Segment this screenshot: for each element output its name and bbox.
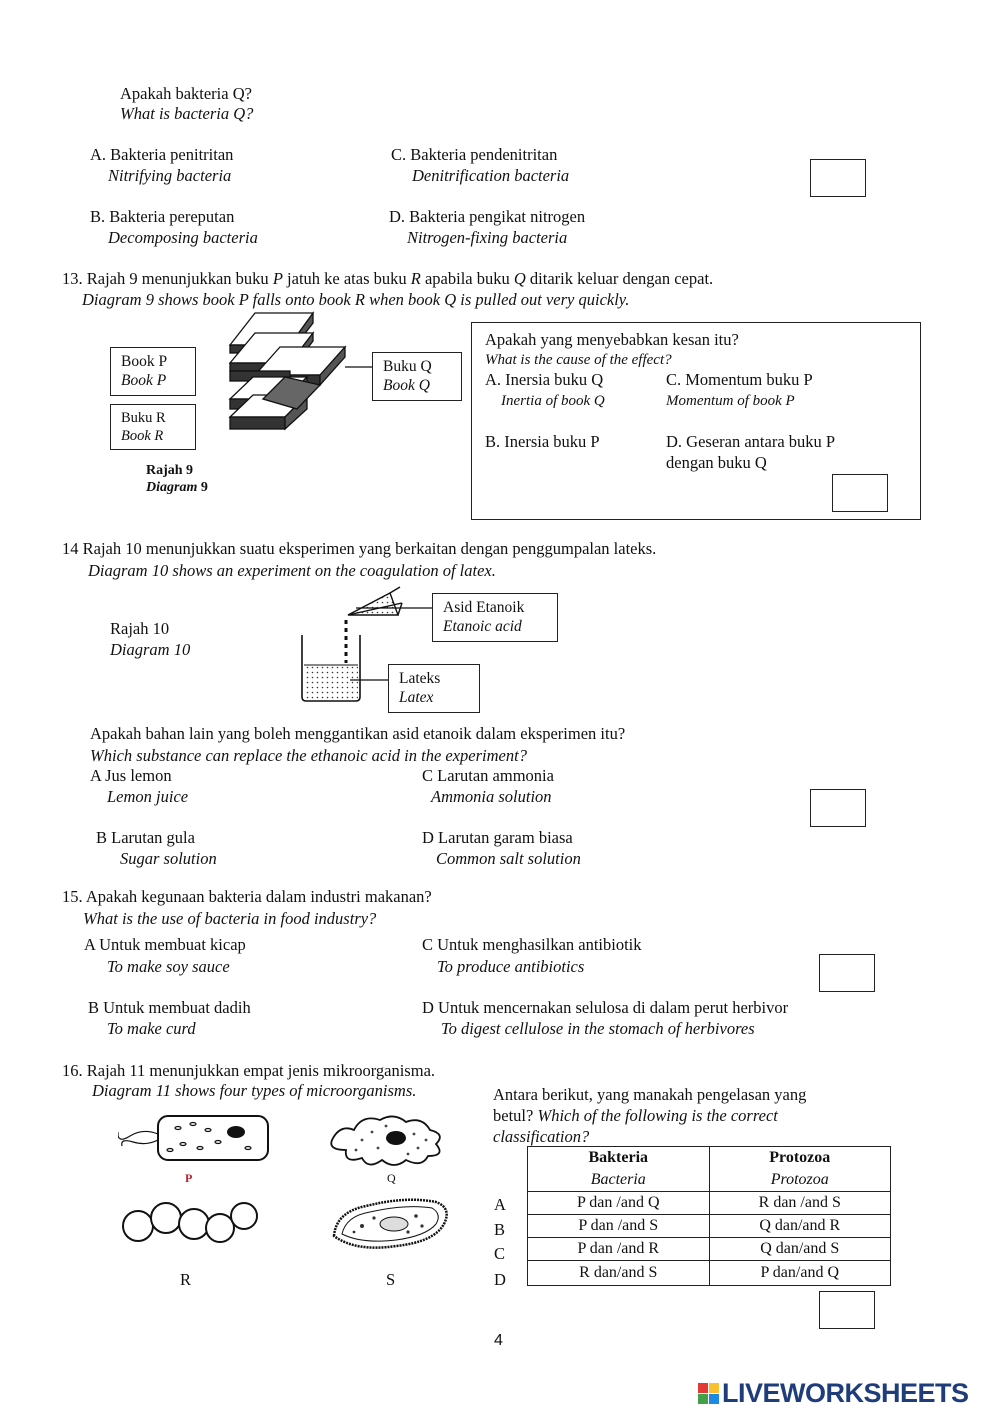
- label-book-q: Buku Q Book Q: [372, 352, 462, 401]
- q14-option-d-en: Common salt solution: [436, 849, 581, 868]
- microorganism-p-illustration: [118, 1110, 278, 1170]
- page-number: 4: [494, 1332, 503, 1349]
- q13-option-c-ms: C. Momentum buku P: [666, 370, 813, 389]
- q16-opt-b: B: [494, 1220, 506, 1239]
- q16-question-line-1: Antara berikut, yang manakah pengelasan yang: [493, 1085, 807, 1104]
- q15-stem-en: What is the use of bacteria in food industry?: [83, 909, 377, 928]
- liveworksheets-logo-icon: [698, 1383, 720, 1405]
- q13-caption-en: Diagram 9: [146, 480, 208, 495]
- q12-option-d-en: Nitrogen-fixing bacteria: [407, 228, 568, 247]
- q16-question-line-2: betul? Which of the following is the correct: [493, 1106, 778, 1125]
- q16-stem-ms: 16. Rajah 11 menunjukkan empat jenis mikroorganisma.: [62, 1061, 436, 1080]
- q16-answer-box[interactable]: [819, 1291, 875, 1329]
- q15-option-b-en: To make curd: [107, 1019, 196, 1038]
- q15-option-c-en: To produce antibiotics: [437, 957, 585, 976]
- q12-option-d-ms: D. Bakteria pengikat nitrogen: [389, 207, 586, 226]
- q14-answer-box[interactable]: [810, 789, 866, 827]
- q13-option-d-ms-2: dengan buku Q: [666, 453, 767, 472]
- q12-option-b-ms: B. Bakteria pereputan: [90, 207, 235, 226]
- q13-option-a-en: Inertia of book Q: [501, 393, 605, 409]
- label-s: S: [386, 1270, 396, 1289]
- table-row: [528, 1215, 891, 1238]
- row-a-protozoa: R dan /and S: [709, 1192, 891, 1215]
- q12-option-c-ms: C. Bakteria pendenitritan: [391, 145, 558, 164]
- row-d-protozoa: P dan/and Q: [709, 1261, 891, 1286]
- row-d-bacteria: R dan/and S: [528, 1261, 710, 1286]
- q13-option-a-ms: A. Inersia buku Q: [485, 370, 604, 389]
- row-a-bacteria: P dan /and Q: [528, 1192, 710, 1215]
- q15-option-d-en: To digest cellulose in the stomach of herbivores: [441, 1019, 755, 1038]
- label-p: P: [185, 1171, 193, 1185]
- label-ethanoic-acid: Asid Etanoik Etanoic acid: [432, 593, 558, 642]
- microorganism-s-illustration: [326, 1192, 456, 1254]
- q12-stem-en: What is bacteria Q?: [120, 104, 254, 123]
- table-row: [528, 1238, 891, 1261]
- label-book-r: Buku R Book R: [110, 404, 196, 450]
- microorganism-r-illustration: [118, 1198, 268, 1246]
- row-c-bacteria: P dan /and R: [528, 1238, 710, 1261]
- q14-option-b-en: Sugar solution: [120, 849, 217, 868]
- q14-option-c-ms: C Larutan ammonia: [422, 766, 554, 785]
- label-latex: Lateks Latex: [388, 664, 480, 713]
- q14-caption-en: Diagram 10: [110, 640, 191, 659]
- q16-question-line-3: classification?: [493, 1127, 590, 1146]
- q14-option-b-ms: B Larutan gula: [96, 828, 195, 847]
- q15-option-a-ms: A Untuk membuat kicap: [84, 935, 246, 954]
- q13-stem-en: Diagram 9 shows book P falls onto book R when book Q is pulled out very quickly.: [82, 290, 630, 309]
- q14-question-ms: Apakah bahan lain yang boleh menggantikan asid etanoik dalam eksperimen itu?: [90, 724, 626, 743]
- q16-classification-table: [527, 1146, 891, 1286]
- q14-option-d-ms: D Larutan garam biasa: [422, 828, 573, 847]
- table-header-row: [528, 1147, 891, 1170]
- q13-answer-box[interactable]: [832, 474, 888, 512]
- table-row: [528, 1192, 891, 1215]
- q13-option-c-en: Momentum of book P: [666, 393, 795, 409]
- header-bacteria-en: Bacteria: [528, 1169, 710, 1192]
- label-book-p: Book P Book P: [110, 347, 196, 396]
- row-b-protozoa: Q dan/and R: [709, 1215, 891, 1238]
- acid-container: [348, 593, 398, 615]
- q12-option-a-en: Nitrifying bacteria: [108, 166, 232, 185]
- q13-question-ms: Apakah yang menyebabkan kesan itu?: [485, 330, 739, 349]
- label-q: Q: [387, 1171, 396, 1185]
- q14-option-c-en: Ammonia solution: [431, 787, 552, 806]
- q15-option-a-en: To make soy sauce: [107, 957, 230, 976]
- row-b-bacteria: P dan /and S: [528, 1215, 710, 1238]
- latex-liquid: [304, 665, 358, 699]
- liveworksheets-brand[interactable]: LIVEWORKSHEETS: [722, 1378, 969, 1408]
- q14-question-en: Which substance can replace the ethanoic acid in the experiment?: [90, 746, 527, 765]
- q13-stem-ms: 13. Rajah 9 menunjukkan buku P jatuh ke atas buku R apabila buku Q ditarik keluar dengan cepat.: [62, 269, 714, 288]
- q16-opt-c: C: [494, 1244, 506, 1263]
- q16-stem-en: Diagram 11 shows four types of microorganisms.: [92, 1081, 417, 1100]
- header-bacteria-ms: Bakteria: [528, 1147, 710, 1170]
- table-row: [528, 1261, 891, 1286]
- q16-opt-d: D: [494, 1270, 506, 1289]
- q13-option-d-ms-1: D. Geseran antara buku P: [666, 432, 836, 451]
- q14-option-a-ms: A Jus lemon: [90, 766, 172, 785]
- microorganism-q-illustration: [322, 1110, 452, 1172]
- header-protozoa-ms: Protozoa: [709, 1147, 891, 1170]
- q12-stem-ms: Apakah bakteria Q?: [120, 84, 252, 103]
- q12-answer-box[interactable]: [810, 159, 866, 197]
- q15-answer-box[interactable]: [819, 954, 875, 992]
- q13-caption-ms: Rajah 9: [146, 463, 194, 478]
- q14-caption-ms: Rajah 10: [110, 619, 170, 638]
- q16-opt-a: A: [494, 1195, 506, 1214]
- q13-option-b-ms: B. Inersia buku P: [485, 432, 600, 451]
- q12-option-a-ms: A. Bakteria penitritan: [90, 145, 234, 164]
- q12-option-b-en: Decomposing bacteria: [108, 228, 258, 247]
- q15-option-b-ms: B Untuk membuat dadih: [88, 998, 251, 1017]
- q15-option-d-ms: D Untuk mencernakan selulosa di dalam perut herbivor: [422, 998, 789, 1017]
- q14-stem-ms: 14 Rajah 10 menunjukkan suatu eksperimen yang berkaitan dengan penggumpalan lateks.: [62, 539, 657, 558]
- q14-stem-en: Diagram 10 shows an experiment on the coagulation of latex.: [88, 561, 496, 580]
- q14-option-a-en: Lemon juice: [107, 787, 189, 806]
- table-header-row-en: [528, 1169, 891, 1192]
- label-r: R: [180, 1270, 192, 1289]
- q15-stem-ms: 15. Apakah kegunaan bakteria dalam industri makanan?: [62, 887, 432, 906]
- q15-option-c-ms: C Untuk menghasilkan antibiotik: [422, 935, 642, 954]
- book-stack-illustration: [195, 305, 385, 455]
- q12-option-c-en: Denitrification bacteria: [412, 166, 570, 185]
- q13-question-en: What is the cause of the effect?: [485, 352, 672, 368]
- header-protozoa-en: Protozoa: [709, 1169, 891, 1192]
- row-c-protozoa: Q dan/and S: [709, 1238, 891, 1261]
